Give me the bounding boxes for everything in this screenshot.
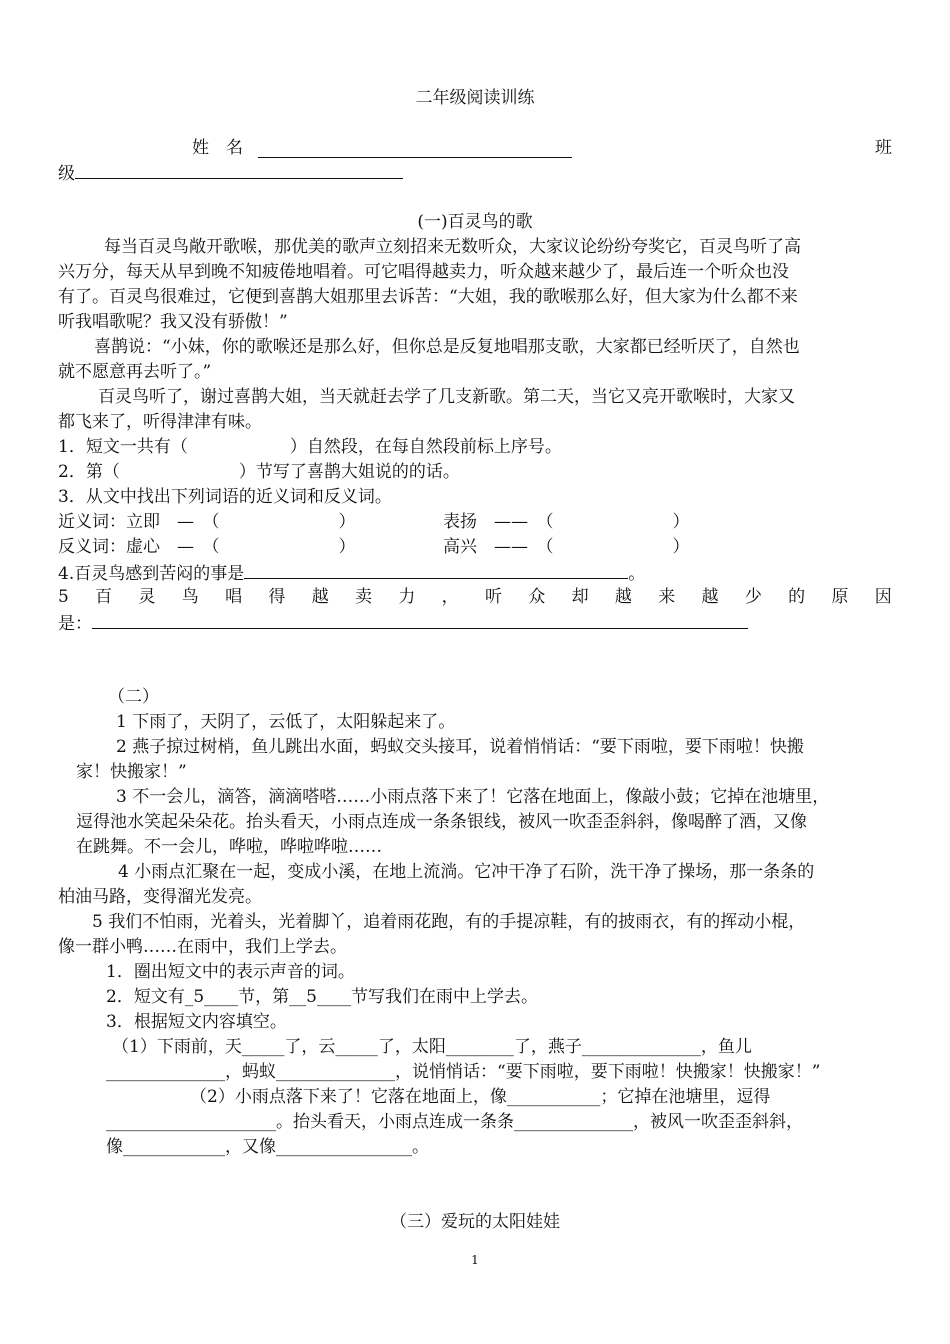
- question-5-char: 原: [831, 587, 849, 607]
- question-5-continuation: [58, 610, 892, 636]
- question-4-blank[interactable]: [244, 560, 628, 579]
- question-4-suffix: 。: [628, 564, 646, 584]
- question-5-char: 卖: [355, 587, 373, 607]
- section2-paragraph-2-line: 家！快搬家！”: [76, 762, 187, 782]
- question-5-char: 的: [788, 587, 806, 607]
- question-5-char: 因: [874, 587, 892, 607]
- synonym-right: 表扬 —— （ ）: [443, 512, 690, 532]
- class-blank[interactable]: [75, 160, 403, 179]
- section1-text-line: 就不愿意再去听了。”: [58, 362, 212, 382]
- question-4-prefix: 4.百灵鸟感到苦闷的事是: [58, 564, 245, 584]
- question-5-char: 百: [95, 587, 113, 607]
- section2-fill-2-line: ____________________。抬头看天，小雨点连成一条条______________，被风一吹歪歪斜斜，: [106, 1112, 803, 1132]
- section2-fill-1-line: ______________，蚂蚁______________，说悄悄话：“要下雨啦，要下雨啦！快搬家！快搬家！”: [106, 1062, 821, 1082]
- section1-text-line: 兴万分，每天从早到晚不知疲倦地唱着。可它唱得越卖力，听众越来越少了，最后连一个听众也没: [58, 262, 789, 282]
- section1-question-4: [58, 560, 892, 586]
- synonym-left: 近义词：立即 — （ ）: [58, 512, 356, 532]
- section2-paragraph-4-line: 4 小雨点汇聚在一起，变成小溪，在地上流淌。它冲干净了石阶，洗干净了操场，那一条条的: [118, 862, 815, 882]
- class-row: [58, 160, 892, 186]
- question-5-char: 越: [614, 587, 632, 607]
- question-5-blank[interactable]: [92, 610, 748, 629]
- antonym-right: 高兴 —— （ ）: [443, 537, 690, 557]
- page-number: 1: [471, 1253, 479, 1267]
- class-label-b: 级: [58, 164, 75, 184]
- section2-question-2: 2．短文有_5____节，第__5____节写我们在雨中上学去。: [106, 987, 538, 1007]
- class-label-a: 班: [875, 138, 892, 158]
- question-5-char: 灵: [138, 587, 156, 607]
- section2-title: （二）: [108, 687, 159, 707]
- document-title: 二年级阅读训练: [415, 88, 535, 108]
- section2-fill-2-line: （2）小雨点落下来了！它落在地面上，像___________；它掉在池塘里，逗得: [190, 1087, 771, 1107]
- section2-paragraph-4-line: 柏油马路，变得溜光发亮。: [58, 887, 262, 907]
- question-5-char: 鸟: [181, 587, 199, 607]
- section2-paragraph-3-line: 在跳舞。不一会儿，哗啦，哗啦哗啦……: [76, 837, 382, 857]
- section1-text-line: 喜鹊说：“小妹，你的歌喉还是那么好，但你总是反复地唱那支歌，大家都已经听厌了，自然也: [94, 337, 800, 357]
- section1-title: (一)百灵鸟的歌: [417, 212, 533, 232]
- question-5-char: 少: [744, 587, 762, 607]
- question-5-char: 听: [484, 587, 502, 607]
- section2-question-1: 1．圈出短文中的表示声音的词。: [106, 962, 355, 982]
- section1-text-line: 听我唱歌呢？我又没有骄傲！”: [58, 312, 288, 332]
- name-label: 姓 名: [192, 138, 243, 158]
- section2-paragraph-3-line: 3 不一会儿，滴答，滴滴嗒嗒……小雨点落下来了！它落在地面上，像敲小鼓；它掉在池塘里，: [116, 787, 830, 807]
- question-5-char: 得: [268, 587, 286, 607]
- synonym-row: [58, 510, 892, 534]
- question-5-char: 却: [571, 587, 589, 607]
- question-5-cont-label: 是：: [58, 614, 92, 634]
- section2-fill-1-line: （1）下雨前，天_____了，云_____了，太阳________了，燕子______________，鱼儿: [112, 1037, 752, 1057]
- section1-question-2: 2．第（ ）节写了喜鹊大姐说的的话。: [58, 462, 460, 482]
- question-5-char: 越: [311, 587, 329, 607]
- section1-text-line: 都飞来了，听得津津有味。: [58, 412, 262, 432]
- question-5-char: 来: [658, 587, 676, 607]
- section2-paragraph-5-line: 5 我们不怕雨，光着头，光着脚丫，追着雨花跑，有的手提凉鞋，有的披雨衣，有的挥动小棍，: [92, 912, 806, 932]
- section3-title: （三）爱玩的太阳娃娃: [390, 1212, 560, 1232]
- question-5-char: 众: [528, 587, 546, 607]
- section2-paragraph-3-line: 逗得池水笑起朵朵花。抬头看天，小雨点连成一条条银线，被风一吹歪歪斜斜，像喝醉了酒，又像: [76, 812, 807, 832]
- section1-question-3: 3．从文中找出下列词语的近义词和反义词。: [58, 487, 392, 507]
- name-blank[interactable]: [258, 139, 572, 158]
- section1-text-line: 有了。百灵鸟很难过，它便到喜鹊大姐那里去诉苦：“大姐，我的歌喉那么好，但大家为什么都不来: [58, 287, 798, 307]
- section1-question-1: 1．短文一共有（ ）自然段，在每自然段前标上序号。: [58, 437, 562, 457]
- section2-paragraph-2-line: 2 燕子掠过树梢，鱼儿跳出水面，蚂蚁交头接耳，说着悄悄话：“要下雨啦，要下雨啦！快搬: [116, 737, 804, 757]
- question-5-char: ，: [441, 587, 459, 607]
- question-5-char: 力: [398, 587, 416, 607]
- section2-paragraph-5-line: 像一群小鸭……在雨中，我们上学去。: [58, 937, 347, 957]
- section1-text-line: 每当百灵鸟敞开歌喉，那优美的歌声立刻招来无数听众，大家议论纷纷夸奖它，百灵鸟听了高: [104, 237, 801, 257]
- question-5-char: 唱: [225, 587, 243, 607]
- section2-fill-2-line: 像____________，又像________________。: [106, 1137, 429, 1157]
- section1-question-5: [58, 585, 892, 609]
- section1-text-line: 百灵鸟听了，谢过喜鹊大姐，当天就赶去学了几支新歌。第二天，当它又亮开歌喉时，大家又: [98, 387, 795, 407]
- question-5-char: 越: [701, 587, 719, 607]
- antonym-left: 反义词：虚心 — （ ）: [58, 537, 356, 557]
- section2-question-3: 3．根据短文内容填空。: [106, 1012, 287, 1032]
- antonym-row: [58, 535, 892, 559]
- question-5-char: 5: [58, 587, 69, 607]
- section2-paragraph-1: 1 下雨了，天阴了，云低了，太阳躲起来了。: [116, 712, 456, 732]
